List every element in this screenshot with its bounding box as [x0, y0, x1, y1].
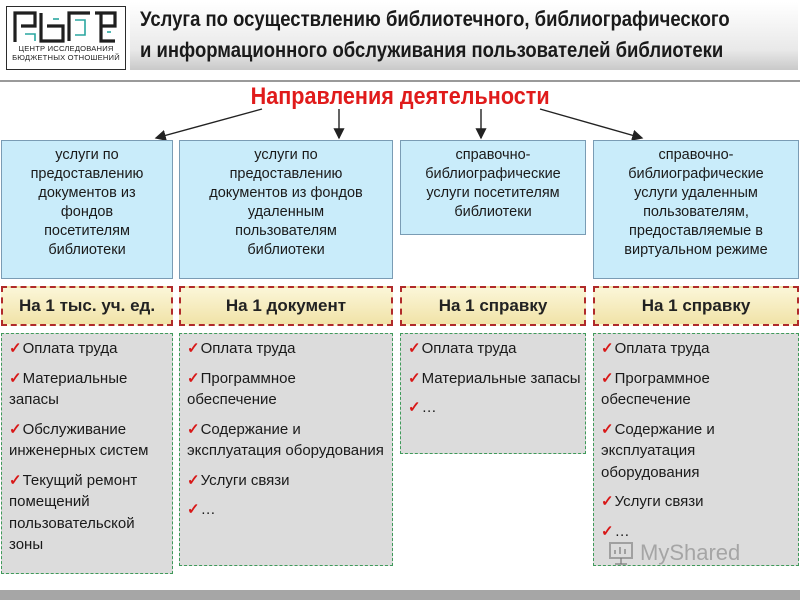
list-item: [9, 338, 168, 360]
list-item-text: …: [614, 522, 630, 540]
arrow: [156, 109, 262, 138]
arrows: [0, 0, 800, 150]
check-icon: ✓: [601, 369, 614, 387]
check-icon: ✓: [9, 340, 22, 357]
box-line: услуги по: [254, 147, 318, 163]
box-line: библиографические: [628, 166, 764, 182]
box-line: документов из: [38, 185, 136, 201]
check-icon: ✓: [9, 420, 22, 438]
box-line: библиотеки: [247, 242, 325, 258]
direction-box: [1, 140, 173, 279]
list-item: [408, 397, 581, 419]
box-line: библиотеки: [454, 204, 532, 220]
section-heading-text: Направления деятельности: [250, 83, 550, 110]
arrow: [540, 109, 642, 138]
check-icon: ✓: [187, 420, 200, 438]
box-line: посетителям: [44, 223, 130, 239]
watermark-text: MyShared: [640, 540, 741, 565]
box-line: услуги по: [55, 147, 119, 163]
box-line: фондов: [60, 204, 114, 220]
list-item-text: …: [200, 501, 216, 518]
list-item: [9, 419, 168, 462]
list-item-text: Оплата труда: [22, 340, 118, 357]
list-item: [408, 338, 581, 360]
list-item-text: Содержание и эксплуатация оборудования: [601, 420, 715, 481]
unit-band: На 1 документ: [179, 286, 393, 326]
direction-box: [400, 140, 586, 235]
check-icon: ✓: [601, 420, 614, 438]
list-item: [408, 368, 581, 390]
list-item-text: Материальные запасы: [9, 369, 128, 408]
list-item-text: Обслуживание инженерных систем: [9, 420, 149, 459]
list-item: [9, 470, 168, 556]
list-item: [601, 338, 794, 360]
box-line: удаленным: [247, 204, 325, 220]
check-icon: ✓: [187, 471, 200, 489]
check-icon: ✓: [187, 369, 200, 387]
check-icon: ✓: [601, 522, 614, 540]
list-item-text: Программное обеспечение: [187, 369, 296, 408]
direction-box: [593, 140, 799, 279]
list-item: [601, 419, 794, 484]
list-item: [601, 368, 794, 411]
logo-line: БЮДЖЕТНЫХ ОТНОШЕНИЙ: [12, 53, 120, 62]
box-line: услуги посетителям: [426, 185, 560, 201]
box-line: виртуальном режиме: [624, 242, 768, 258]
box-line: услуги удаленным: [634, 185, 758, 201]
check-icon: ✓: [408, 399, 421, 416]
check-icon: ✓: [9, 369, 22, 387]
logo-line: ЦЕНТР ИССЛЕДОВАНИЯ: [18, 44, 114, 53]
list-item-text: Услуги связи: [200, 471, 290, 489]
list-item-text: Оплата труда: [614, 340, 710, 357]
check-icon: ✓: [187, 340, 200, 357]
box-line: предоставляемые в: [629, 223, 763, 239]
list-item-text: Материальные запасы: [421, 369, 581, 387]
box-line: библиографические: [425, 166, 561, 182]
cost-list: [593, 333, 799, 566]
list-item-text: Текущий ремонт помещений пользовательской зоны: [9, 471, 138, 553]
unit-band: На 1 тыс. уч. ед.: [1, 286, 173, 326]
list-item: [601, 491, 794, 513]
title-line: и информационного обслуживания пользователей библиотеки: [140, 39, 724, 62]
list-item-text: Оплата труда: [200, 340, 296, 357]
box-line: справочно-: [455, 147, 531, 163]
check-icon: ✓: [601, 340, 614, 357]
list-item: [187, 470, 388, 492]
bottom-bar: [0, 590, 800, 600]
list-item: [187, 419, 388, 462]
cost-list: [1, 333, 173, 574]
box-line: предоставлению: [229, 166, 343, 182]
list-item-text: Содержание и эксплуатация оборудования: [187, 420, 384, 459]
list-item: [9, 368, 168, 411]
check-icon: ✓: [408, 369, 421, 387]
check-icon: ✓: [187, 501, 200, 518]
list-item-text: Программное обеспечение: [601, 369, 710, 408]
box-line: библиотеки: [48, 242, 126, 258]
box-line: предоставлению: [30, 166, 144, 182]
box-line: пользователям,: [643, 204, 749, 220]
box-line: справочно-: [658, 147, 734, 163]
unit-band: На 1 справку: [593, 286, 799, 326]
presentation-icon: [608, 540, 634, 566]
list-item-text: Оплата труда: [421, 340, 517, 357]
title-line: Услуга по осуществлению библиотечного, библиографического: [140, 8, 730, 31]
list-item: [187, 368, 388, 411]
list-item-text: …: [421, 399, 437, 416]
list-item-text: Услуги связи: [614, 493, 704, 510]
list-item: [187, 338, 388, 360]
cost-list: [400, 333, 586, 454]
check-icon: ✓: [601, 493, 614, 510]
check-icon: ✓: [408, 340, 421, 357]
unit-band: На 1 справку: [400, 286, 586, 326]
direction-box: [179, 140, 393, 279]
box-line: пользователям: [235, 223, 337, 239]
box-line: документов из фондов: [209, 185, 363, 201]
check-icon: ✓: [9, 471, 22, 489]
cost-list: [179, 333, 393, 566]
watermark: [608, 536, 768, 570]
list-item: [187, 499, 388, 521]
